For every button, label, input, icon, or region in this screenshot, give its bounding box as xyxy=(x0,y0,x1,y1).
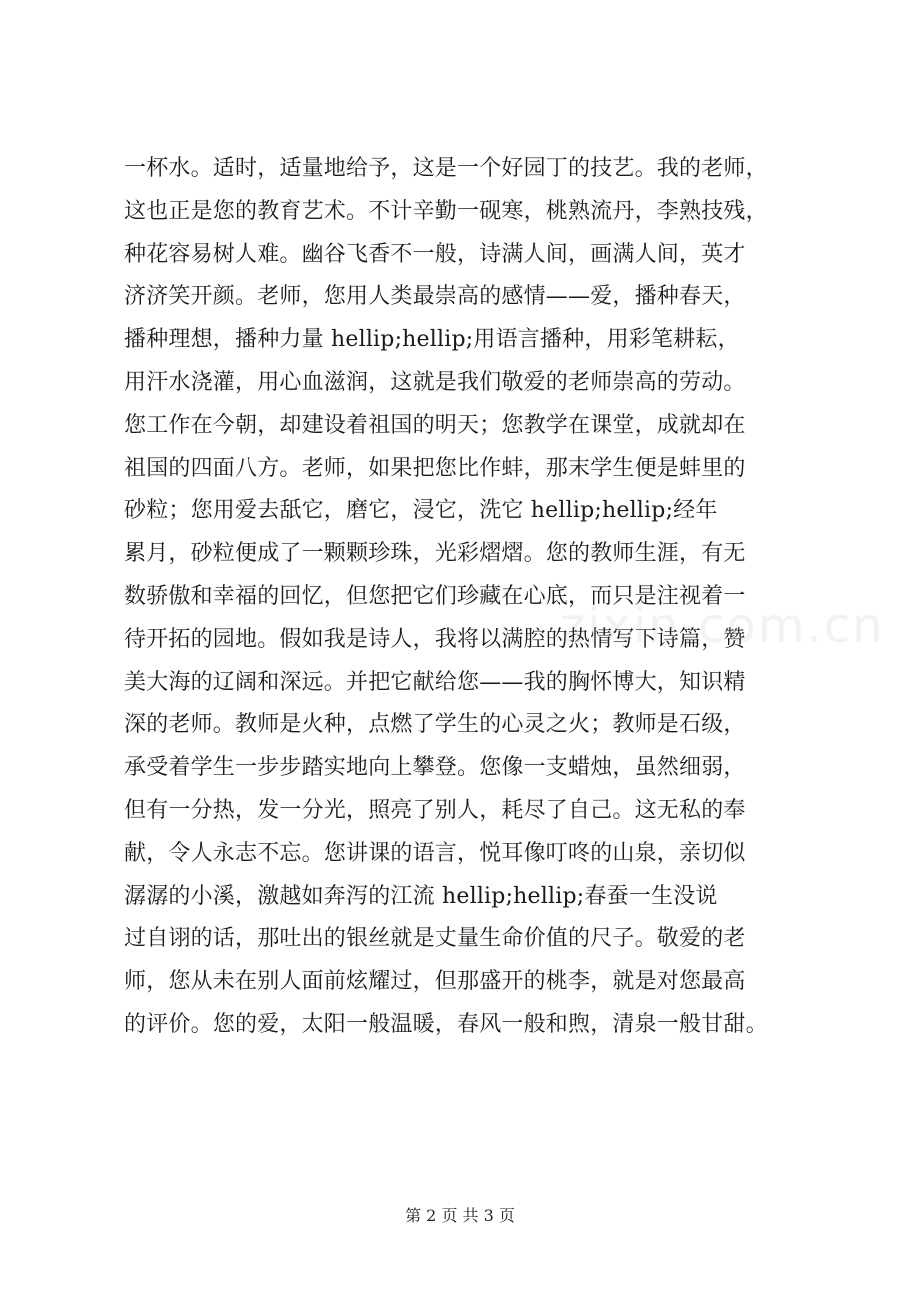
text-line: 承受着学生一步步踏实地向上攀登。您像一支蜡烛，虽然细弱， xyxy=(124,755,746,781)
text-line: 播种理想，播种力量 hellip;hellip;用语言播种，用彩笔耕耘， xyxy=(124,327,740,353)
text-line: 种花容易树人难。幽谷飞香不一般，诗满人间，画满人间，英才 xyxy=(124,241,746,267)
text-line: 一杯水。适时，适量地给予，这是一个好园丁的技艺。我的老师， xyxy=(124,156,768,181)
text-line: 数骄傲和幸福的回忆，但您把它们珍藏在心底，而只是注视着一 xyxy=(124,583,746,609)
text-line: 的评价。您的爱，太阳一般温暖，春风一般和煦，清泉一般甘甜。 xyxy=(124,1011,768,1037)
text-line: 潺潺的小溪，激越如奔泻的江流 hellip;hellip;春蚕一生没说 xyxy=(124,883,718,909)
text-line: 济济笑开颜。老师，您用人类最崇高的感情——爱，播种春天， xyxy=(124,284,746,310)
text-line: 砂粒；您用爱去舐它，磨它，浸它，洗它 hellip;hellip;经年 xyxy=(124,498,718,524)
text-line: 师，您从未在别人面前炫耀过，但那盛开的桃李，就是对您最高 xyxy=(124,969,746,995)
text-line: 这也正是您的教育艺术。不计辛勤一砚寒，桃熟流丹，李熟技残， xyxy=(124,198,768,224)
text-line: 过自诩的话，那吐出的银丝就是丈量生命价值的尺子。敬爱的老 xyxy=(124,926,746,952)
text-line: 美大海的辽阔和深远。并把它献给您——我的胸怀博大，知识精 xyxy=(124,669,746,695)
page-footer: 第 2 页 共 3 页 xyxy=(405,1206,515,1225)
text-line: 祖国的四面八方。老师，如果把您比作蚌，那末学生便是蚌里的 xyxy=(124,455,746,481)
text-line: 待开拓的园地。假如我是诗人，我将以满腔的热情写下诗篇，赞 xyxy=(124,626,746,652)
text-line: 您工作在今朝，却建设着祖国的明天；您教学在课堂，成就却在 xyxy=(124,412,746,438)
text-line: 献，令人永志不忘。您讲课的语言，悦耳像叮咚的山泉，亲切似 xyxy=(124,840,746,866)
text-line: 深的老师。教师是火种，点燃了学生的心灵之火；教师是石级， xyxy=(124,712,746,738)
text-line: 用汗水浇灌，用心血滋润，这就是我们敬爱的老师崇高的劳动。 xyxy=(124,369,746,395)
body-text xyxy=(124,148,814,1047)
text-line: 累月，砂粒便成了一颗颗珍珠，光彩熠熠。您的教师生涯，有无 xyxy=(124,541,746,567)
text-line: 但有一分热，发一分光，照亮了别人，耗尽了自己。这无私的奉 xyxy=(124,797,746,823)
watermark: zixin.com.cn xyxy=(560,598,885,654)
